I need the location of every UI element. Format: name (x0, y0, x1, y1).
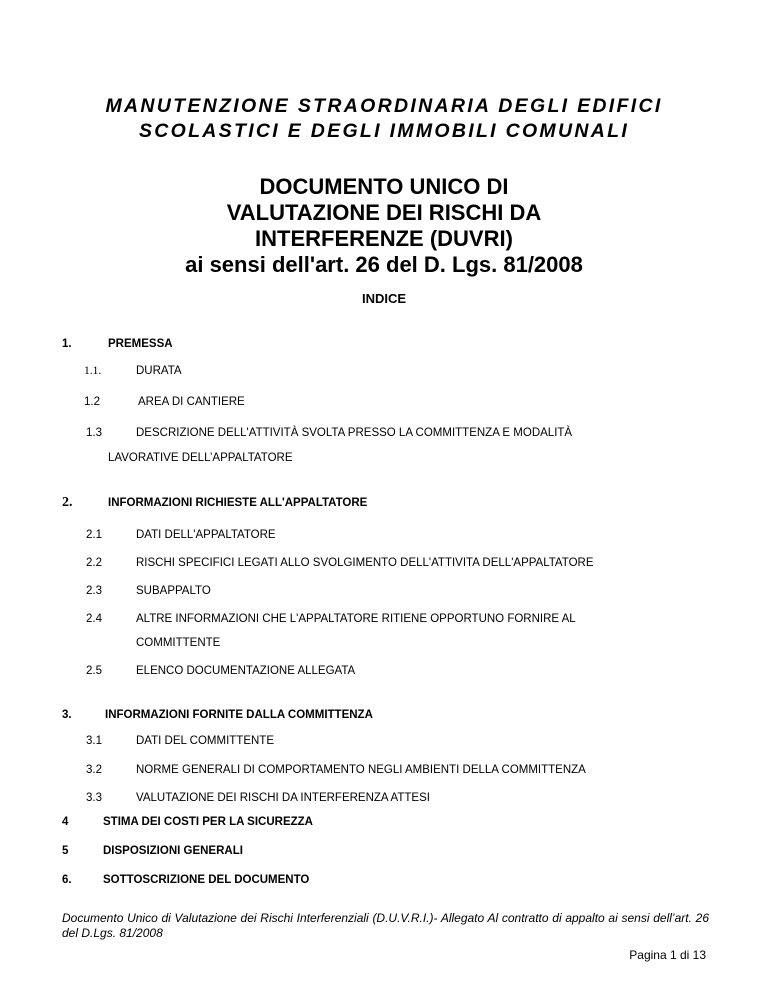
subsection-title-elenco-documentazione: ELENCO DOCUMENTAZIONE ALLEGATA (136, 665, 356, 677)
subsection-number: 1.2 (84, 396, 100, 408)
section-title-informazioni-fornite: INFORMAZIONI FORNITE DALLA COMMITTENZA (105, 709, 373, 721)
page-footer-text: Documento Unico di Valutazione dei Rischi Interferenziali (D.U.V.R.I.)- Allegato Al contratto di appalto ai sensi dell’art. 26 del D.Lgs. 81/2008 (62, 911, 709, 940)
section-number: 1. (62, 338, 72, 350)
main-title-line-4: ai sensi dell'art. 26 del D. Lgs. 81/2008 (185, 252, 583, 277)
subsection-title-rischi-specifici: RISCHI SPECIFICI LEGATI ALLO SVOLGIMENTO DELL'ATTIVITA DELL'APPALTATORE (136, 557, 594, 569)
section-number: 2. (62, 495, 73, 510)
subsection-number: 1.1. (84, 365, 102, 377)
section-title-premessa: PREMESSA (108, 338, 173, 350)
main-title-line-1: DOCUMENTO UNICO DI (259, 174, 509, 199)
section-title-disposizioni-generali: DISPOSIZIONI GENERALI (103, 845, 243, 857)
subsection-title-valutazione-rischi: VALUTAZIONE DEI RISCHI DA INTERFERENZA ATTESI (136, 792, 430, 804)
document-title-line-2: SCOLASTICI E DEGLI IMMOBILI COMUNALI (138, 120, 630, 142)
section-number: 5 (62, 845, 69, 857)
subsection-number: 2.2 (86, 557, 102, 569)
subsection-number: 2.5 (86, 665, 102, 677)
subsection-number: 2.1 (86, 529, 102, 541)
subsection-title-dati-committente: DATI DEL COMMITTENTE (136, 735, 274, 747)
subsection-title-descrizione-continued: LAVORATIVE DELL’APPALTATORE (108, 452, 293, 464)
subsection-number: 2.4 (86, 613, 102, 625)
subsection-title-altre-informazioni-continued: COMMITTENTE (136, 637, 221, 649)
subsection-title-subappalto: SUBAPPALTO (136, 585, 211, 597)
subsection-title-norme-generali: NORME GENERALI DI COMPORTAMENTO NEGLI AMBIENTI DELLA COMMITTENZA (136, 764, 586, 776)
subsection-number: 2.3 (86, 585, 102, 597)
page-number: Pagina 1 di 13 (629, 948, 706, 962)
subsection-number: 1.3 (86, 427, 102, 439)
index-heading: INDICE (361, 291, 407, 306)
section-title-stima-costi: STIMA DEI COSTI PER LA SICUREZZA (103, 816, 313, 828)
section-number: 6. (62, 874, 72, 886)
subsection-title-altre-informazioni: ALTRE INFORMAZIONI CHE L'APPALTATORE RITIENE OPPORTUNO FORNIRE AL (136, 613, 576, 625)
main-title-line-3: INTERFERENZE (DUVRI) (255, 226, 513, 251)
subsection-title-descrizione: DESCRIZIONE DELL'ATTIVITÀ SVOLTA PRESSO LA COMMITTENZA E MODALITÀ (136, 427, 573, 439)
section-title-sottoscrizione: SOTTOSCRIZIONE DEL DOCUMENTO (103, 874, 310, 886)
document-title-line-1: MANUTENZIONE STRAORDINARIA DEGLI EDIFICI (105, 95, 663, 117)
subsection-title-durata: DURATA (136, 365, 182, 377)
section-number: 4 (62, 816, 69, 828)
subsection-number: 3.1 (86, 735, 102, 747)
subsection-title-area-cantiere: AREA DI CANTIERE (138, 396, 245, 408)
subsection-title-dati-appaltatore: DATI DELL'APPALTATORE (136, 529, 276, 541)
section-number: 3. (62, 709, 72, 721)
subsection-number: 3.2 (86, 764, 102, 776)
main-title-line-2: VALUTAZIONE DEI RISCHI DA (226, 200, 542, 225)
subsection-number: 3.3 (86, 792, 102, 804)
section-title-informazioni-richieste: INFORMAZIONI RICHIESTE ALL'APPALTATORE (108, 497, 368, 509)
